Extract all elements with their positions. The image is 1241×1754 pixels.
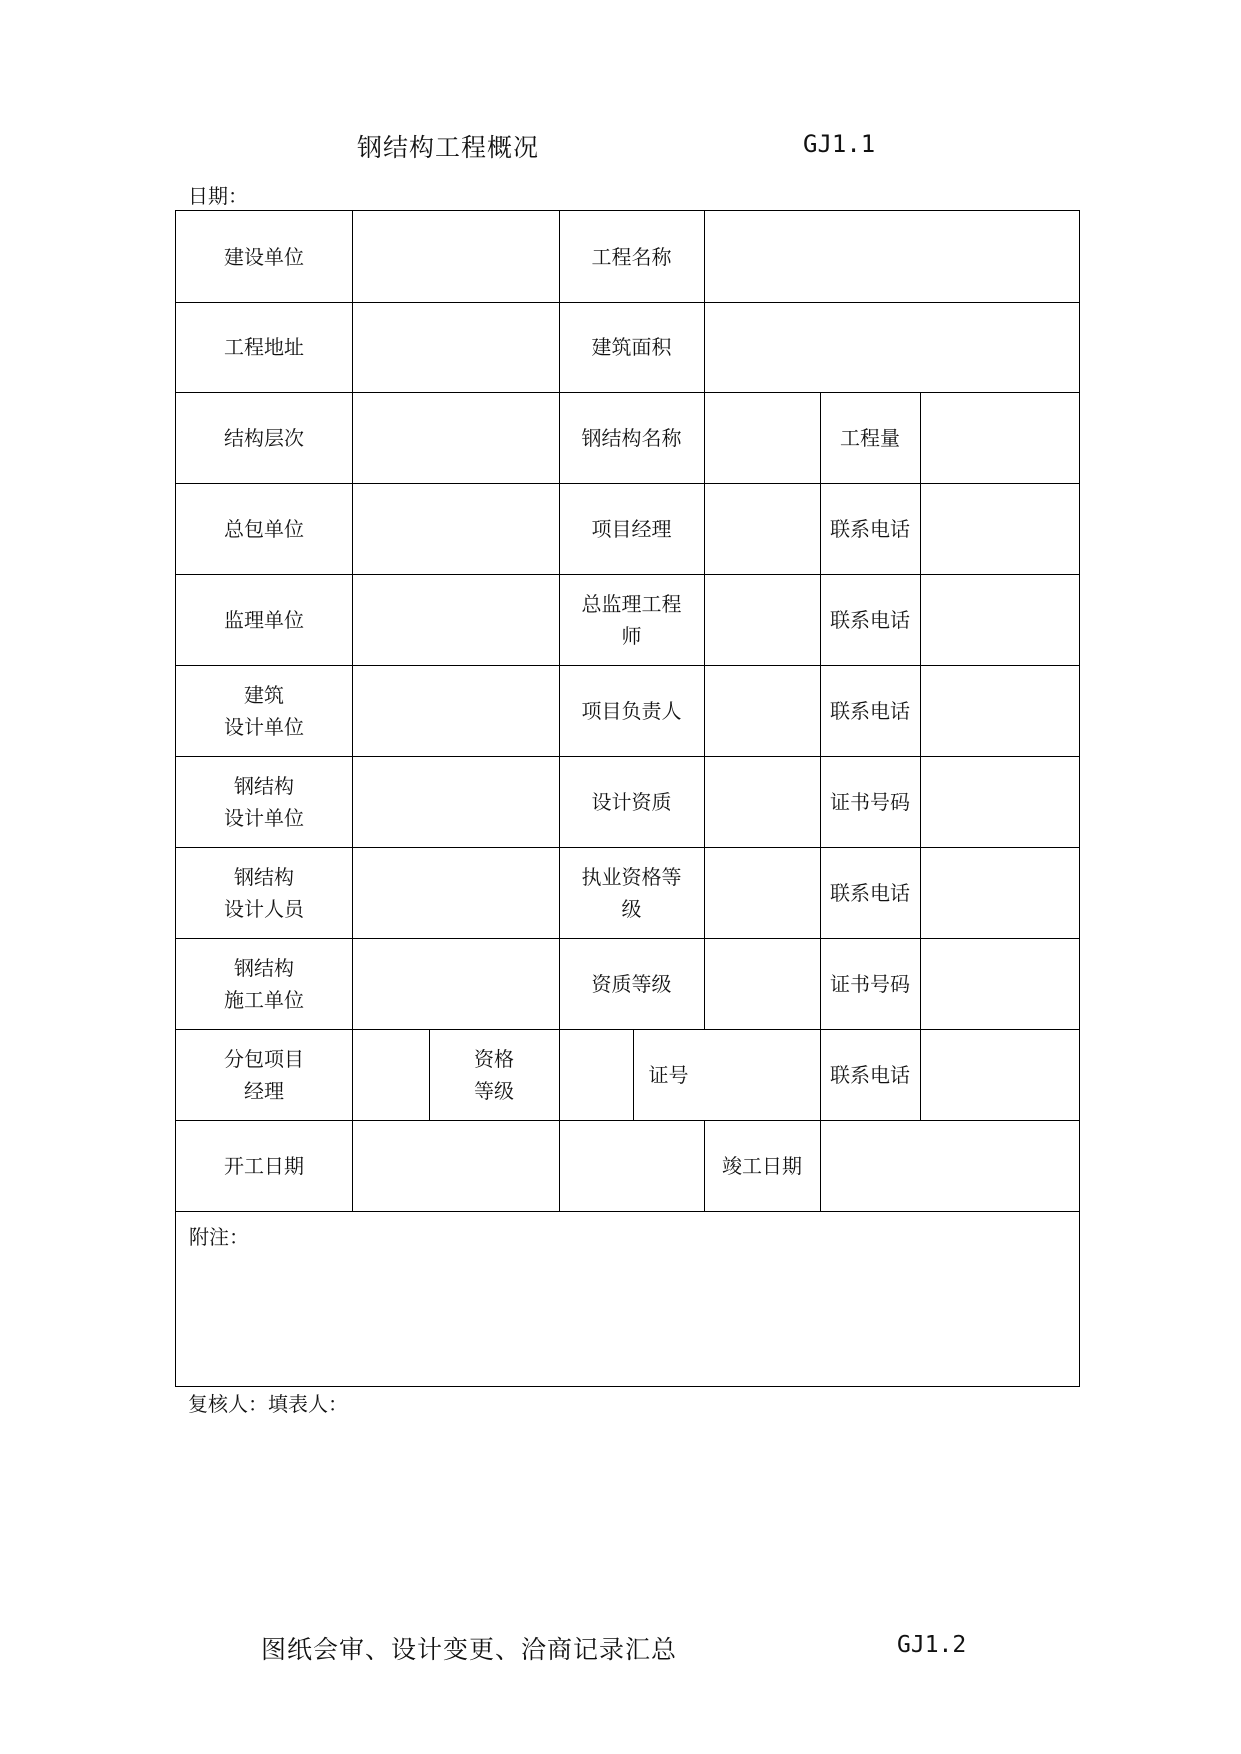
- label-project-address: 工程地址: [224, 335, 304, 359]
- next-form-title: 图纸会审、设计变更、洽商记录汇总: [261, 1635, 678, 1664]
- date-label: 日期：: [188, 184, 248, 208]
- label-practice-qualification-level: 执业资格等 级: [581, 864, 682, 921]
- label-chief-supervising-engineer: 总监理工程 师: [581, 591, 682, 648]
- label-contact-phone: 联系电话: [830, 607, 910, 632]
- label-supervision-unit: 监理单位: [224, 607, 304, 632]
- reviewer-filler-label: 复核人：填表人：: [188, 1392, 348, 1416]
- label-work-quantity: 工程量: [840, 425, 900, 450]
- label-certificate-number: 证书号码: [830, 789, 910, 814]
- label-certificate-number: 证书号码: [830, 971, 910, 996]
- form-title: 钢结构工程概况: [357, 133, 540, 162]
- label-contact-phone: 联系电话: [830, 516, 910, 541]
- label-subcontract-project-manager: 分包项目 经理: [224, 1046, 304, 1103]
- label-contact-phone: 联系电话: [830, 698, 910, 723]
- label-architectural-design-unit: 建筑 设计单位: [224, 682, 304, 739]
- notes-label: 附注：: [189, 1225, 249, 1249]
- label-contact-phone: 联系电话: [830, 1062, 910, 1087]
- next-form-code: GJ1.2: [897, 1632, 967, 1658]
- label-steel-designer: 钢结构 设计人员: [224, 864, 304, 921]
- label-general-contractor: 总包单位: [224, 516, 304, 541]
- label-qualification-level: 资格 等级: [474, 1046, 514, 1103]
- label-steel-design-unit: 钢结构 设计单位: [224, 773, 304, 830]
- label-construction-unit: 建设单位: [224, 244, 304, 269]
- label-building-area: 建筑面积: [591, 335, 672, 359]
- label-start-date: 开工日期: [224, 1153, 304, 1178]
- label-structure-levels: 结构层次: [224, 425, 304, 450]
- label-qualification-grade: 资质等级: [591, 971, 672, 996]
- project-overview-form: [175, 210, 1080, 1387]
- label-project-name: 工程名称: [591, 244, 672, 269]
- label-completion-date: 竣工日期: [722, 1153, 802, 1178]
- label-steel-structure-name: 钢结构名称: [581, 425, 682, 450]
- label-design-qualification: 设计资质: [591, 789, 672, 814]
- label-contact-phone: 联系电话: [830, 880, 910, 905]
- form-code: GJ1.1: [803, 130, 876, 158]
- label-certificate-no: 证号: [648, 1062, 689, 1087]
- label-project-manager: 项目经理: [591, 516, 672, 541]
- label-steel-construction-unit: 钢结构 施工单位: [224, 955, 304, 1012]
- label-project-leader: 项目负责人: [581, 698, 682, 723]
